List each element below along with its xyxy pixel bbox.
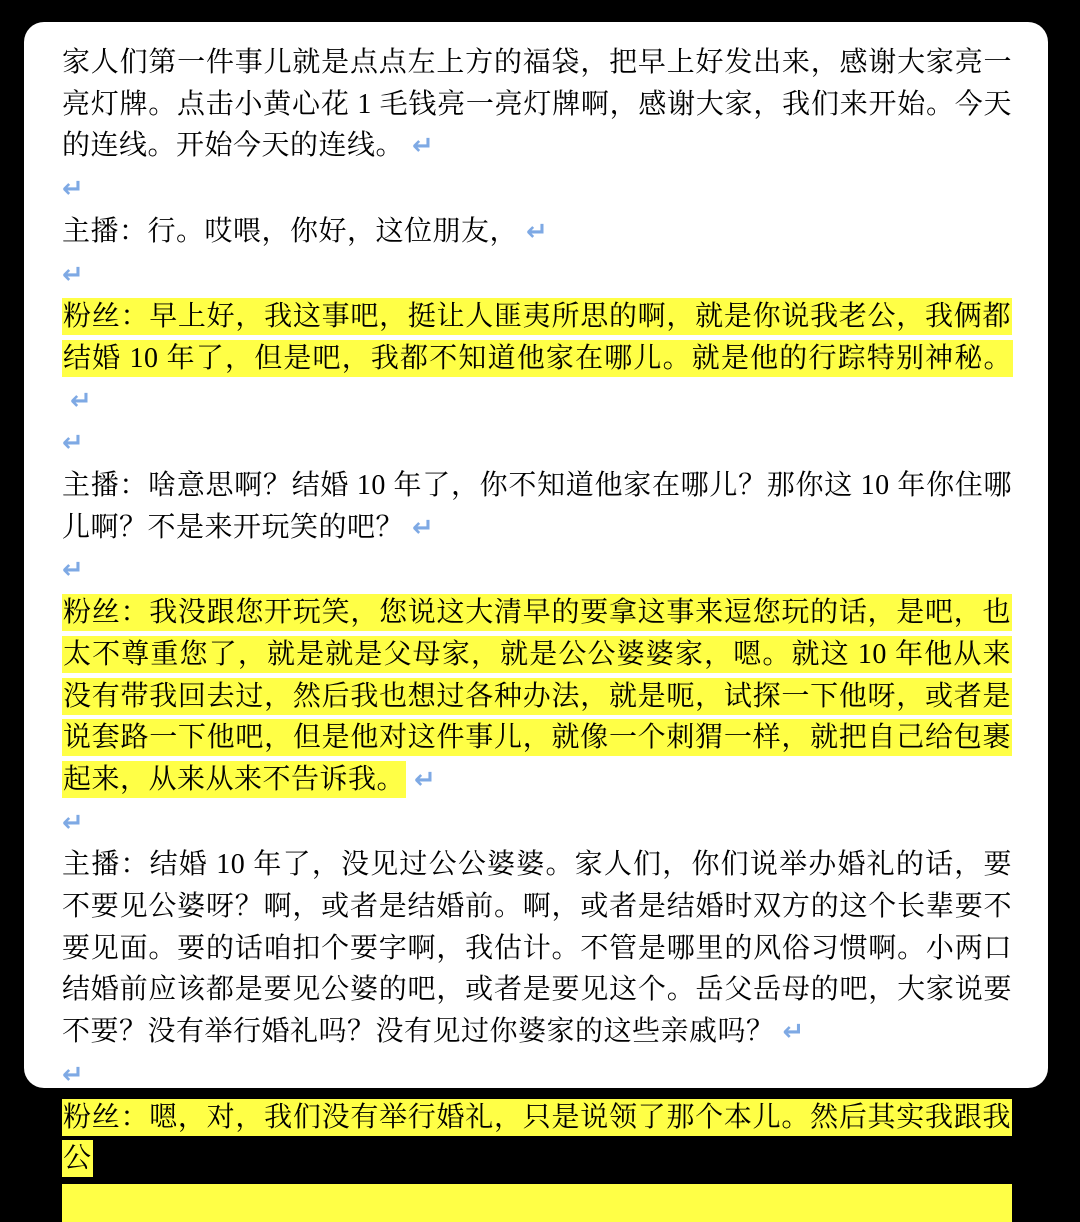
paragraph-text: 主播：结婚 10 年了，没见过公公婆婆。家人们，你们说举办婚礼的话，要不要见公婆呀？啊，或者是结婚前。啊，或者是结婚时双方的这个长辈要不要见面。要的话咱扣个要字啊，我估计。不管是哪里的风俗习惯啊。小两口结婚前应该都是要见公婆的吧，或者是要见这个。岳父岳母的吧，大家说要不要？没有举行婚礼吗？没有见过你婆家的这些亲戚吗？ — [62, 849, 1012, 1048]
document-text-area — [62, 42, 1012, 1222]
document-card — [24, 22, 1048, 1175]
return-mark-icon: ↵ — [412, 131, 434, 162]
return-mark-icon: ↵ — [62, 555, 84, 586]
blank-line — [62, 549, 1012, 592]
paragraph — [62, 844, 1012, 1054]
paragraph — [62, 1097, 1012, 1180]
blank-line — [62, 254, 1012, 297]
return-mark-icon: ↵ — [62, 428, 84, 459]
blank-line — [62, 1054, 1012, 1097]
return-mark-icon: ↵ — [526, 216, 548, 247]
return-mark-icon: ↵ — [62, 174, 84, 205]
highlighted-text: 粉丝：嗯，对，我们没有举行婚礼，只是说领了那个本儿。然后其实我跟我公 — [62, 1099, 1012, 1178]
return-mark-icon: ↵ — [414, 764, 436, 795]
paragraph — [62, 211, 1012, 254]
return-mark-icon: ↵ — [62, 807, 84, 838]
blank-line — [62, 422, 1012, 465]
highlighted-text: 粉丝：早上好，我这事吧，挺让人匪夷所思的啊，就是你说我老公，我俩都结婚 10 年了，但是吧，我都不知道他家在哪儿。就是他的行踪特别神秘。 — [62, 298, 1013, 377]
blank-line — [62, 802, 1012, 845]
paragraph — [62, 296, 1012, 422]
paragraph-text: 家人们第一件事儿就是点点左上方的福袋，把早上好发出来，感谢大家亮一亮灯牌。点击小黄心花 1 毛钱亮一亮灯牌啊，感谢大家，我们来开始。今天的连线。开始今天的连线。 — [62, 47, 1012, 162]
return-mark-icon: ↵ — [782, 1017, 805, 1048]
paragraph — [62, 465, 1012, 549]
paragraph-text: 主播：行。哎喂，你好，这位朋友， — [62, 215, 519, 247]
paragraph-text: 主播：啥意思啊？结婚 10 年了，你不知道他家在哪儿？那你这 10 年你住哪儿啊？不是来开玩笑的吧？ — [62, 470, 1012, 543]
return-mark-icon: ↵ — [412, 512, 434, 543]
clipped-highlight-line — [62, 1184, 1012, 1222]
return-mark-icon: ↵ — [62, 259, 84, 290]
blank-line — [62, 168, 1012, 211]
paragraph — [62, 42, 1012, 168]
paragraph — [62, 592, 1012, 802]
highlighted-text: 粉丝：我没跟您开玩笑，您说这大清早的要拿这事来逗您玩的话，是吧，也太不尊重您了，就是就是父母家，就是公公婆婆家，嗯。就这 10 年他从来没有带我回去过，然后我也想过各种办法，就是呃，试探一下他呀，或者是说套路一下他吧，但是他对这件事儿，就像一个刺猬一样，就把自己给包裹起来，从来从来不告诉我。 — [62, 594, 1012, 798]
return-mark-icon: ↵ — [62, 1059, 84, 1090]
return-mark-icon: ↵ — [70, 385, 92, 416]
